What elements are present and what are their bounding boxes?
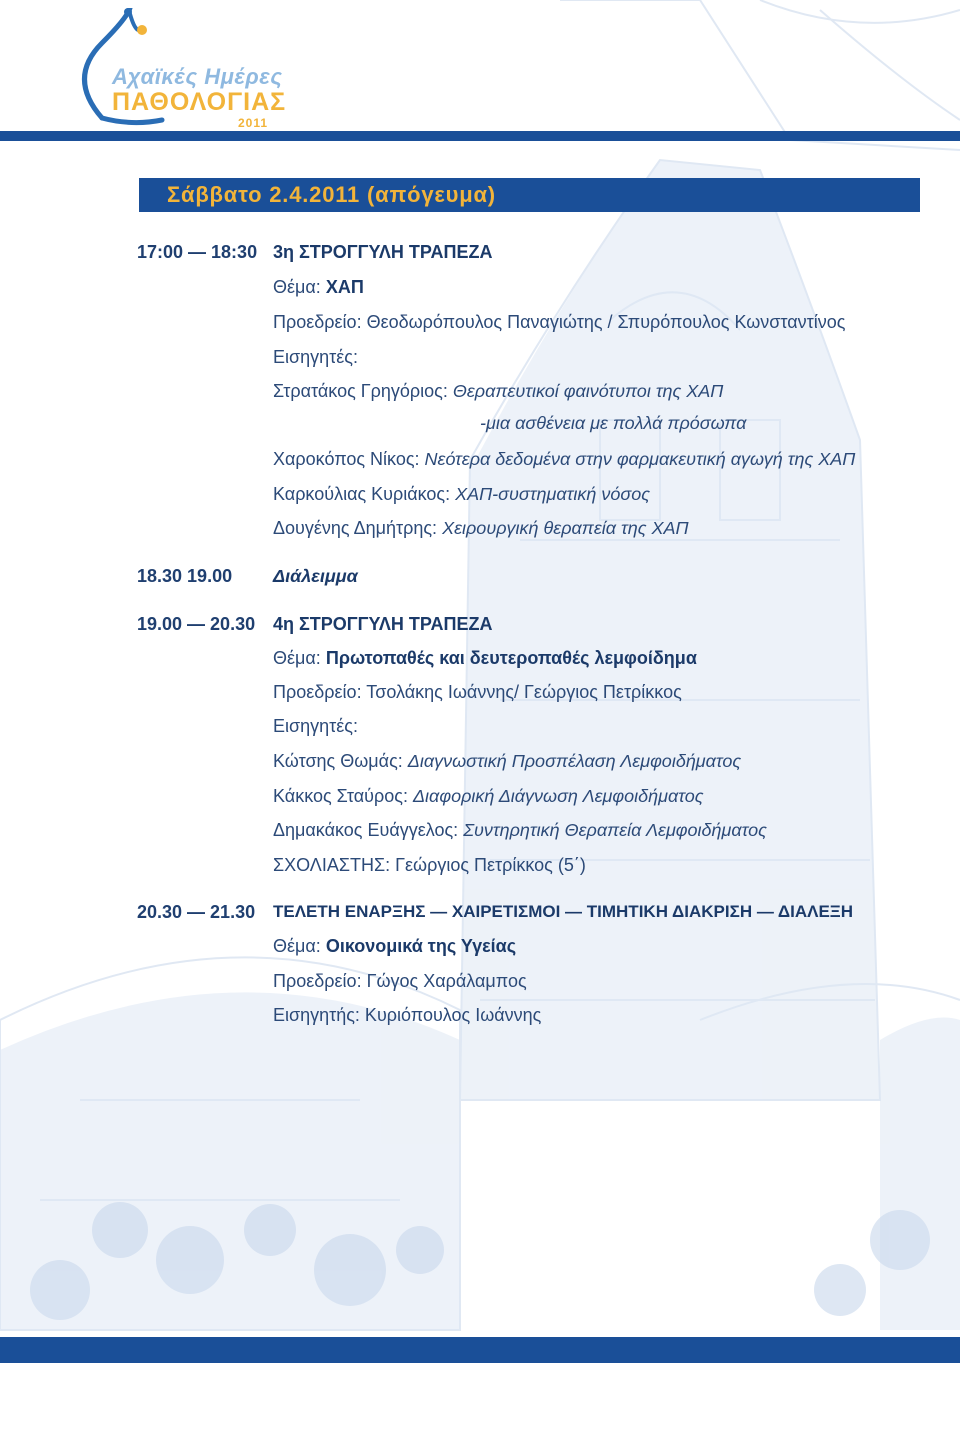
topic-value: Οικονομικά της Υγείας	[325, 936, 517, 956]
logo-year: 2011	[238, 116, 269, 130]
session-2-talk-2	[273, 786, 704, 807]
session-2-speakers-label: Εισηγητές:	[273, 716, 358, 736]
session-1-talk-1-cont	[480, 413, 746, 434]
talk-speaker: Καρκούλιας Κυριάκος:	[273, 484, 451, 504]
talk-speaker: Δημακάκος Ευάγγελος:	[273, 820, 459, 840]
session-1-chairs: Προεδρείο: Θεοδωρόπουλος Παναγιώτης / Σπυρόπουλος Κωνσταντίνος	[273, 312, 846, 332]
session-3-topic	[273, 936, 516, 957]
session-2-time: 19.00 — 20.30	[137, 614, 256, 634]
break-label: Διάλειμμα	[273, 566, 358, 586]
talk-title: Συντηρητική Θεραπεία Λεμφοιδήματος	[463, 820, 767, 840]
session-3-title: ΤΕΛΕΤΗ ΕΝΑΡΞΗΣ — ΧΑΙΡΕΤΙΣΜΟΙ — ΤΙΜΗΤΙΚΗ ΔΙΑΚΡΙΣΗ — ΔΙΑΛΕΞΗ	[273, 902, 854, 921]
talk-title: -μια ασθένεια με πολλά πρόσωπα	[480, 413, 747, 433]
topic-label: Θέμα:	[273, 936, 321, 956]
session-1-talk-3	[273, 484, 650, 505]
topic-value: Πρωτοπαθές και δευτεροπαθές λεμφοίδημα	[325, 648, 697, 668]
session-2-topic	[273, 648, 697, 669]
session-2-talk-3	[273, 820, 767, 841]
session-1-title: 3η ΣΤΡΟΓΓΥΛΗ ΤΡΑΠΕΖΑ	[273, 242, 493, 262]
talk-title: ΧΑΠ-συστηματική νόσος	[455, 484, 650, 504]
break-time: 18.30 19.00	[137, 566, 233, 586]
topic-value: ΧΑΠ	[325, 277, 364, 297]
logo-title-line1: Αχαϊκές Ημέρες	[112, 64, 283, 89]
talk-speaker: Στρατάκος Γρηγόριος:	[273, 381, 448, 401]
session-3-chairs: Προεδρείο: Γώγος Χαράλαμπος	[273, 971, 527, 991]
topic-label: Θέμα:	[273, 648, 321, 668]
talk-title: Χειρουργική θεραπεία της ΧΑΠ	[442, 518, 689, 538]
session-3-speaker: Εισηγητής: Κυριόπουλος Ιωάννης	[273, 1005, 542, 1025]
topic-label: Θέμα:	[273, 277, 321, 297]
session-2-title: 4η ΣΤΡΟΓΓΥΛΗ ΤΡΑΠΕΖΑ	[273, 614, 493, 634]
talk-title: Διαγνωστική Προσπέλαση Λεμφοιδήματος	[407, 751, 742, 771]
talk-speaker: Κώτσης Θωμάς:	[273, 751, 403, 771]
session-1-topic	[273, 277, 364, 298]
talk-speaker: Κάκκος Σταύρος:	[273, 786, 408, 806]
day-header: Σάββατο 2.4.2011 (απόγευμα)	[167, 182, 496, 207]
session-3-time: 20.30 — 21.30	[137, 902, 256, 922]
session-2-talk-1	[273, 751, 741, 772]
session-1-talk-2	[273, 449, 855, 470]
session-1-talk-1	[273, 381, 723, 402]
logo-title-line2: ΠΑΘΟΛΟΓΙΑΣ	[112, 88, 287, 116]
talk-title: Νεότερα δεδομένα στην φαρμακευτική αγωγή της ΧΑΠ	[424, 449, 856, 469]
session-1-talk-4	[273, 518, 689, 539]
session-2-chairs: Προεδρείο: Τσολάκης Ιωάννης/ Γεώργιος Πετρίκκος	[273, 682, 682, 702]
session-1-speakers-label: Εισηγητές:	[273, 347, 358, 367]
session-1-time: 17:00 — 18:30	[137, 242, 258, 262]
talk-speaker: Χαροκόπος Νίκος:	[273, 449, 420, 469]
talk-speaker: Δουγένης Δημήτρης:	[273, 518, 438, 538]
talk-title: Θεραπευτικοί φαινότυποι της ΧΑΠ	[452, 381, 724, 401]
session-2-discussant: ΣΧΟΛΙΑΣΤΗΣ: Γεώργιος Πετρίκκος (5΄)	[273, 855, 586, 875]
talk-title: Διαφορική Διάγνωση Λεμφοιδήματος	[412, 786, 704, 806]
